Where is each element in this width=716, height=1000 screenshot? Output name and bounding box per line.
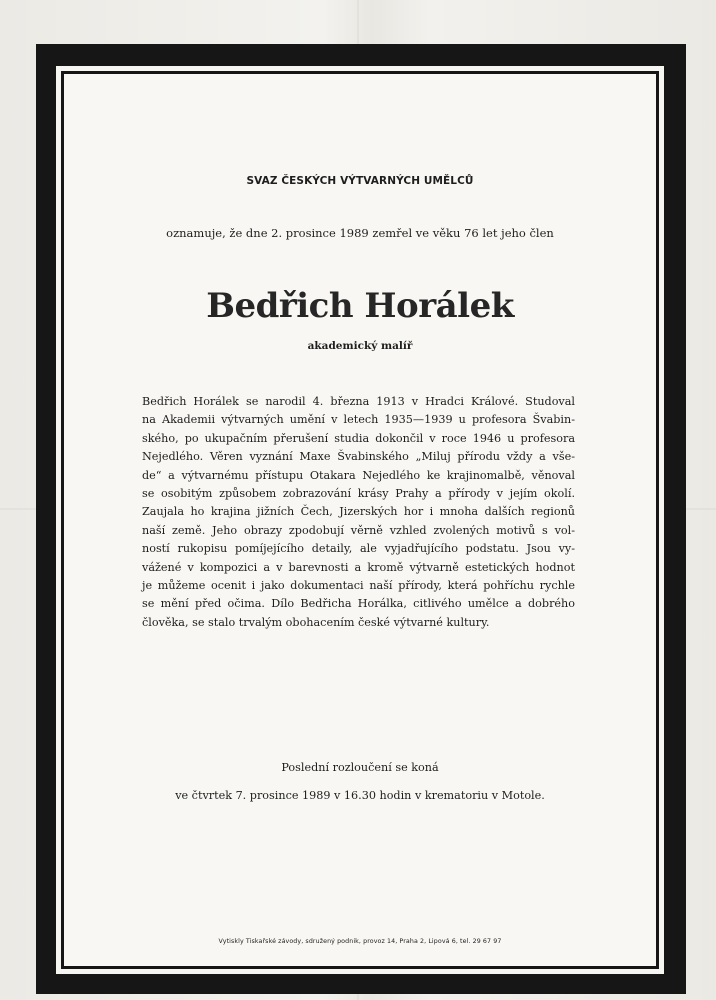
funeral-details: ve čtvrtek 7. prosince 1989 v 16.30 hodin v krematoriu v Motole.: [175, 789, 545, 802]
biography-line: vážené v kompozici a v barevnosti a kromě výtvarně estetických hodnot: [142, 560, 575, 574]
biography-line: naší země. Jeho obrazy zpodobují věrně vzhled zvolených motivů s vol-: [142, 523, 575, 537]
biography-line: je můžeme ocenit i jako dokumentaci naší přírody, která pohříchu rychle: [142, 579, 575, 593]
deceased-name: Bedřich Horálek: [206, 286, 514, 326]
announcement-line: oznamuje, že dne 2. prosince 1989 zemřel ve věku 76 let jeho člen: [166, 226, 554, 240]
union-heading: SVAZ ČESKÝCH VÝTVARNÝCH UMĚLCŮ: [246, 175, 474, 187]
farewell-heading: Poslední rozloučení se koná: [281, 761, 439, 774]
biography-line: člověka, se stalo trvalým obohacením české výtvarné kultury.: [142, 615, 490, 629]
biography-line: Nejedlého. Věren vyznání Maxe Švabinského „Miluj přírodu vždy a vše-: [142, 450, 575, 464]
obituary-content: [64, 74, 656, 966]
biography-line: se mění před očima. Dílo Bedřicha Horálka, citlivého umělce a dobrého: [142, 597, 575, 611]
biography-line: se osobitým způsobem zobrazování krásy Prahy a přírody v jejím okolí.: [142, 487, 575, 501]
biography-line: ského, po ukupačním přerušení studia dokončil v roce 1946 u profesora: [142, 431, 575, 445]
printer-imprint: Vytiskly Tiskařské závody, sdružený podnik, provoz 14, Praha 2, Lipová 6, tel. 29 67 97: [218, 938, 502, 945]
biography-line: de“ a výtvarnému přístupu Otakara Nejedlého ke krajinomalbě, věnoval: [142, 468, 575, 482]
biography-line: Zaujala ho krajina jižních Čech, Jizerských hor i mnoha dalších regionů: [142, 505, 575, 519]
deceased-title: akademický malíř: [307, 340, 413, 352]
biography-line: ností rukopisu pomíjejícího detaily, ale vyjadřujícího podstatu. Jsou vy-: [142, 542, 575, 556]
biography-line: Bedřich Horálek se narodil 4. března 1913 v Hradci Králové. Studoval: [142, 395, 575, 408]
biography-line: na Akademii výtvarných umění v letech 1935—1939 u profesora Švabin-: [142, 413, 575, 427]
biography-paragraph: [142, 393, 575, 632]
